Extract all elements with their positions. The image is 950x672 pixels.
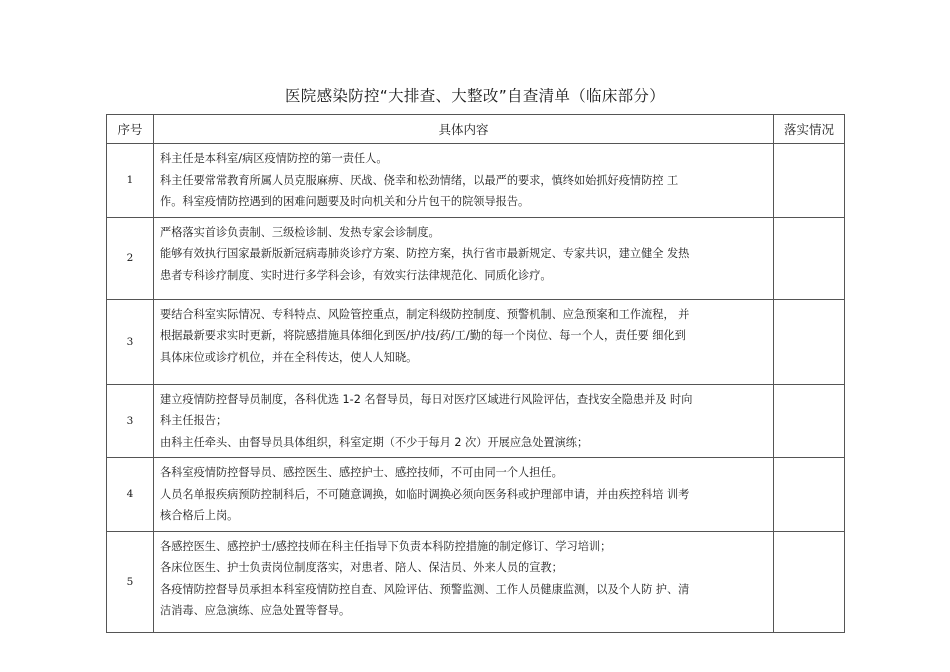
row-number: 3: [107, 299, 154, 384]
content-line: 由科主任牵头、由督导员具体组织，科室定期（不少于每月 2 次）开展应急处置演练；: [160, 435, 589, 449]
content-line: 能够有效执行国家最新版新冠病毒肺炎诊疗方案、防控方案，执行省市最新规定、专家共识，建立健全 发热: [160, 247, 690, 260]
row-status-cell[interactable]: [774, 144, 845, 218]
content-line: 要结合科室实际情况、专科特点、风险管控重点，制定科级防控制度、预警机制、应急预案和工作流程， 并: [160, 307, 690, 321]
table-row: [107, 144, 845, 218]
content-line: 各床位医生、护士负责岗位制度落实，对患者、陪人、保洁员、外来人员的宣教；: [160, 561, 563, 574]
row-content: [154, 384, 774, 458]
content-line: 各感控医生、感控护士/感控技师在科主任指导下负责本科防控措施的制定修订、学习培训；: [160, 539, 612, 553]
row-content: [154, 458, 774, 532]
content-line: 人员名单报疾病预防控制科后，不可随意调换，如临时调换必须向医务科或护理部申请，并由疾控科培 训考: [160, 487, 690, 501]
row-number: 1: [107, 144, 154, 218]
content-line: 科主任要常常教育所属人员克服麻痹、厌战、侥幸和松劲情绪，以最严的要求，慎终如始抓好疫情防控 工: [160, 173, 679, 187]
content-line: 严格落实首诊负责制、三级检诊制、发热专家会诊制度。: [160, 225, 440, 239]
table-row: [107, 217, 845, 299]
row-content: [154, 144, 774, 218]
row-status-cell[interactable]: [774, 531, 845, 632]
content-line: 建立疫情防控督导员制度，各科优选 1-2 名督导员，每日对医疗区域进行风险评估，查找安全隐患并及 时向: [160, 392, 693, 406]
row-content: [154, 217, 774, 299]
row-status-cell[interactable]: [774, 217, 845, 299]
content-line: 各疫情防控督导员承担本科室疫情防控自查、风险评估、预警监测、工作人员健康监测，以及个人防 护、清: [160, 582, 690, 596]
header-content: 具体内容: [154, 115, 774, 144]
content-line: 作。科室疫情防控遇到的困难问题要及时向机关和分片包干的院领导报告。: [160, 195, 530, 208]
content-line: 洁消毒、应急演练、应急处置等督导。: [160, 604, 351, 617]
content-line: 根据最新要求实时更新，将院感措施具体细化到医/护/技/药/工/勤的每一个岗位、每一个人，责任要 细化到: [160, 329, 686, 342]
header-no: 序号: [107, 115, 154, 144]
row-status-cell[interactable]: [774, 458, 845, 532]
row-content: [154, 299, 774, 384]
row-number: 4: [107, 458, 154, 532]
content-line: 患者专科诊疗制度、实时进行多学科会诊，有效实行法律规范化、同质化诊疗。: [160, 268, 552, 282]
header-status: 落实情况: [774, 115, 845, 144]
content-line: 各科室疫情防控督导员、感控医生、感控护士、感控技师，不可由同一个人担任。: [160, 466, 563, 479]
content-line: 科主任报告；: [160, 414, 228, 427]
content-line: 具体床位或诊疗机位，并在全科传达，使人人知晓。: [160, 350, 418, 364]
table-row: [107, 299, 845, 384]
content-line: 科主任是本科室/病区疫情防控的第一责任人。: [160, 152, 388, 165]
row-status-cell[interactable]: [774, 384, 845, 458]
content-line: 核合格后上岗。: [160, 509, 239, 522]
table-header-row: [107, 115, 845, 144]
document-title: 医院感染防控“大排查、大整改”自查清单（临床部分）: [284, 87, 666, 105]
row-content: [154, 531, 774, 632]
table-row: [107, 458, 845, 532]
table-row: [107, 384, 845, 458]
table-row: [107, 531, 845, 632]
row-number: 5: [107, 531, 154, 632]
row-number: 3: [107, 384, 154, 458]
checklist-table: [106, 114, 845, 633]
row-number: 2: [107, 217, 154, 299]
row-status-cell[interactable]: [774, 299, 845, 384]
